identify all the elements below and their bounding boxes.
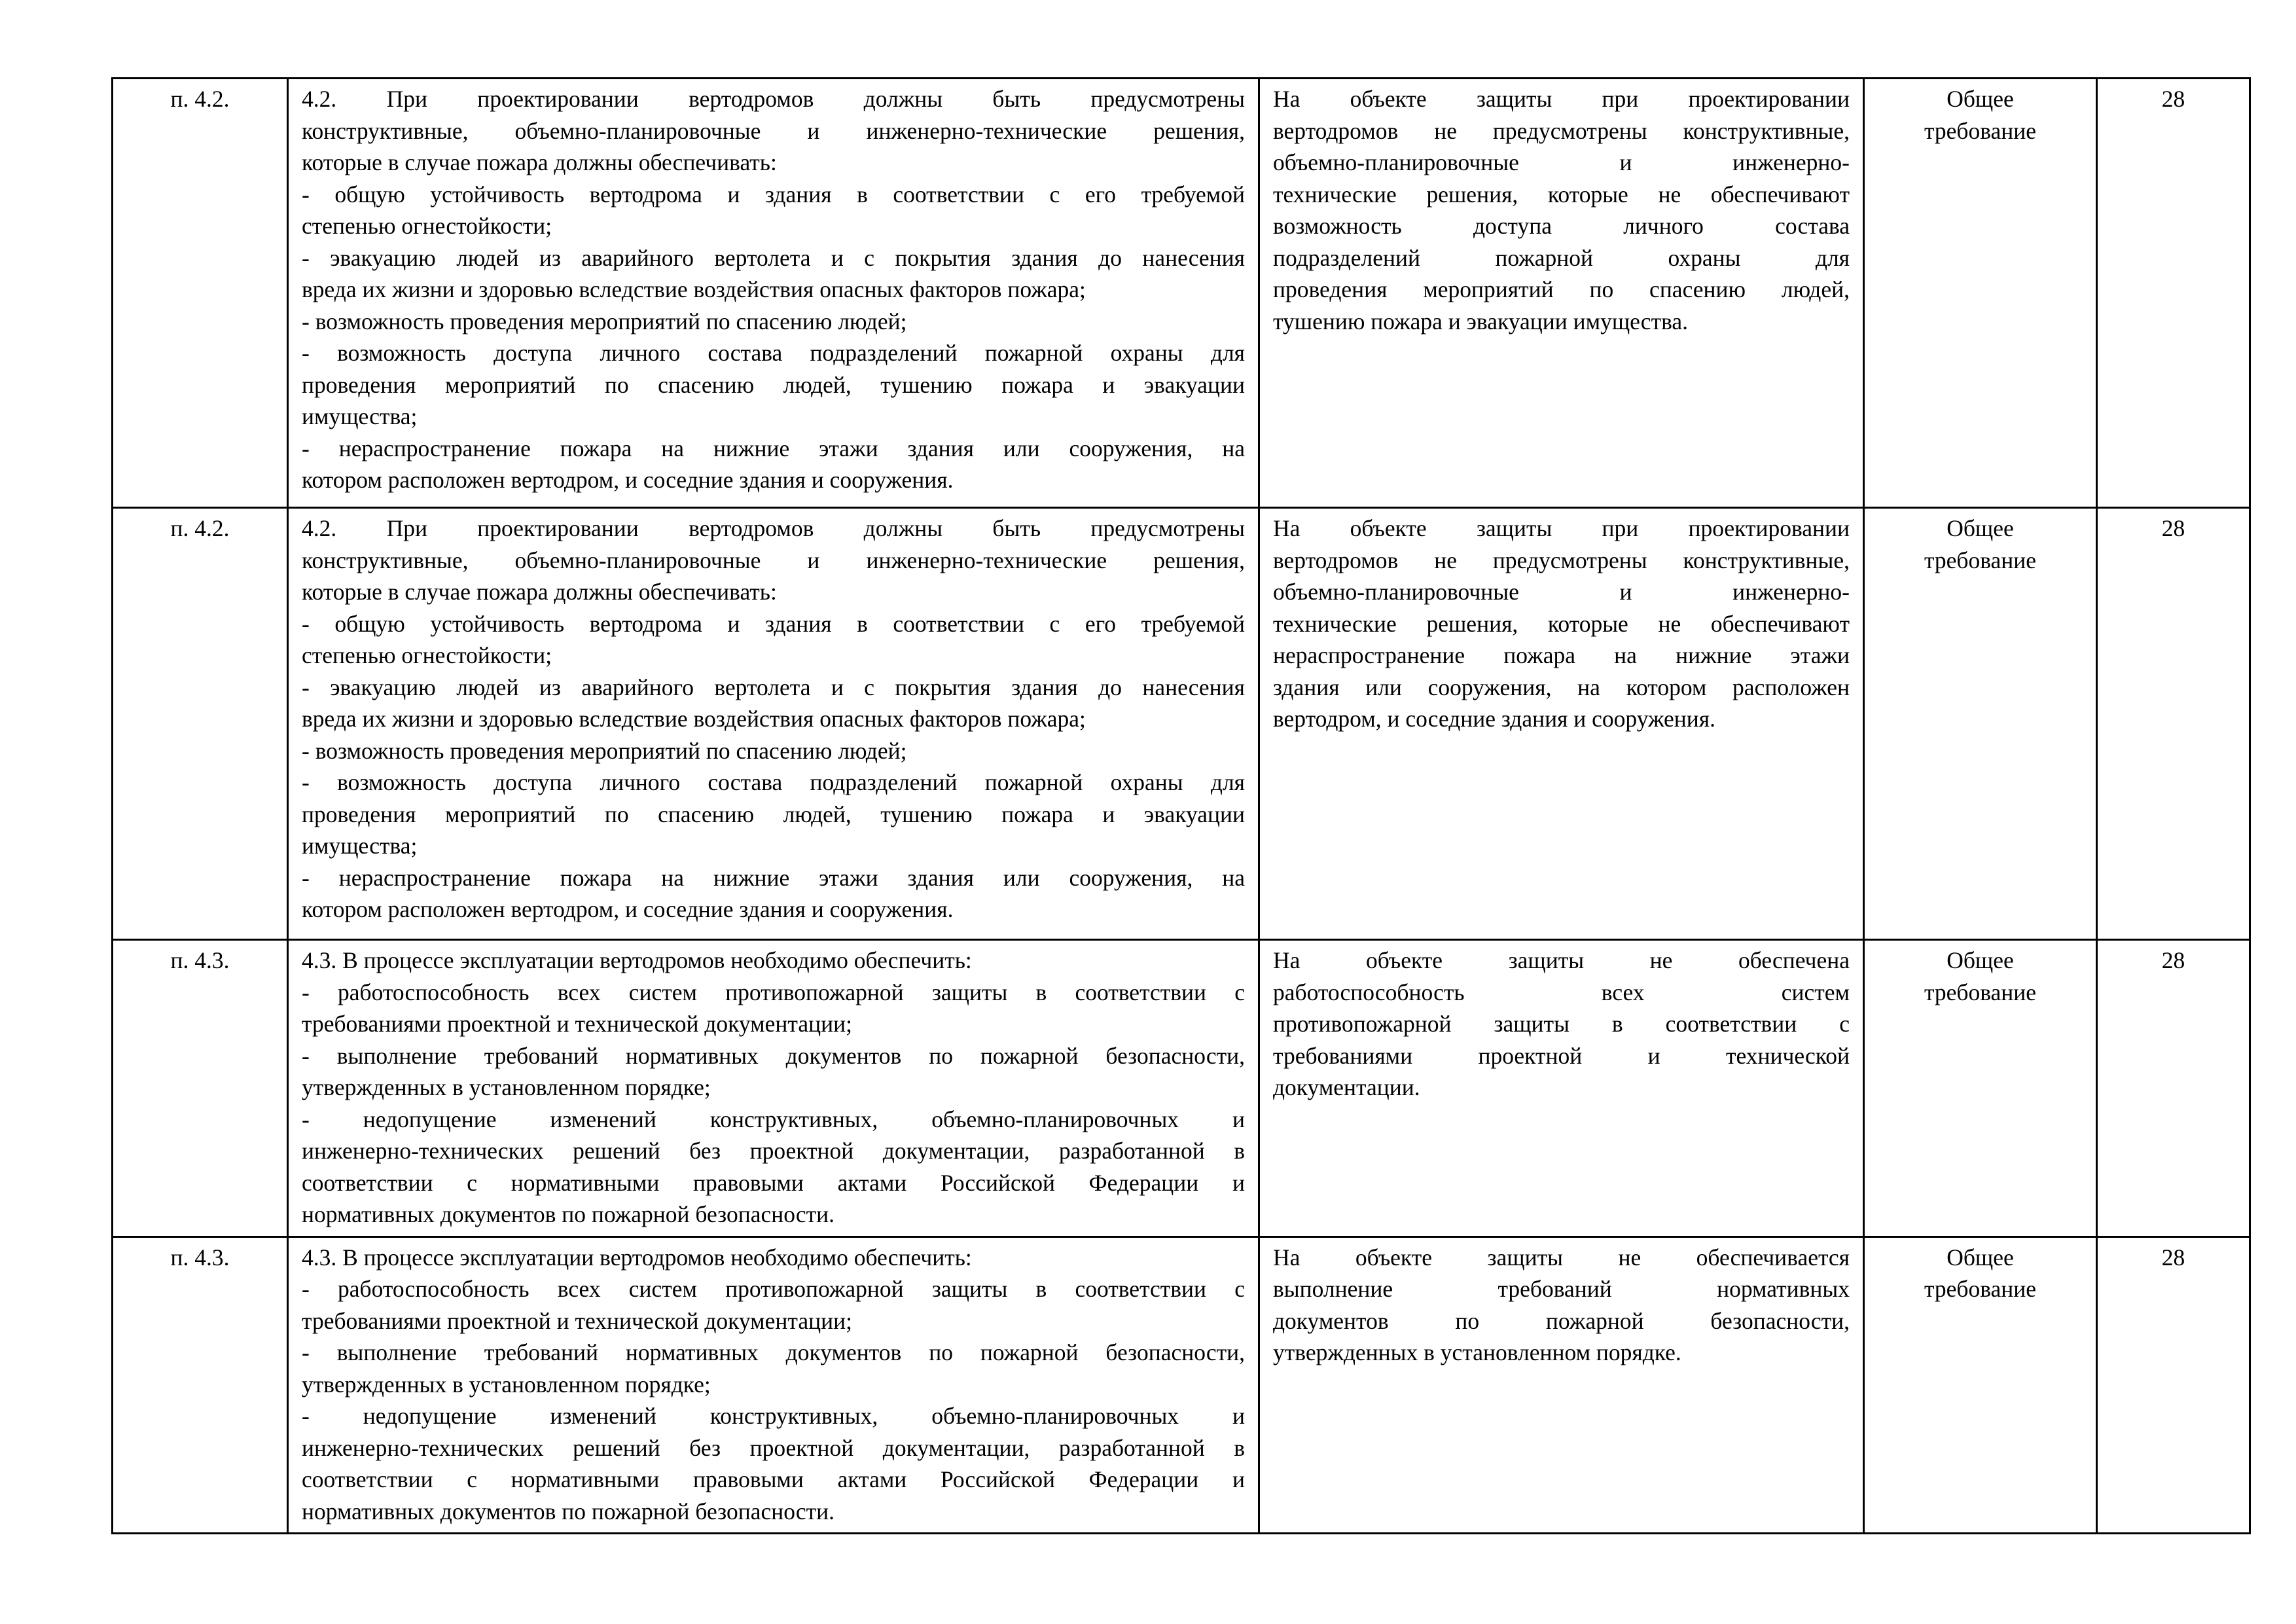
- text-line: 4.3. В процессе эксплуатации вертодромов необходимо обеспечить:: [302, 947, 972, 973]
- text-line: утвержденных в установленном порядке;: [302, 1371, 711, 1398]
- text-line: конструктивные, объемно-планировочные и инженерно-технические решения,: [302, 117, 1245, 144]
- text-line: - общую устойчивость вертодрома и здания в соответствии с его требуемой: [302, 610, 1245, 637]
- requirement-type-line: требование: [1924, 979, 2037, 1005]
- text-line: вреда их жизни и здоровью вследствие воздействия опасных факторов пожара;: [302, 706, 1086, 732]
- document-number: 28: [2161, 947, 2185, 973]
- text-line: проведения мероприятий по спасению людей,: [1273, 276, 1850, 302]
- document-number-cell: [2097, 940, 2250, 1237]
- requirement-type-line: Общее: [1946, 86, 2014, 112]
- requirements-table: [111, 77, 2251, 1534]
- requirement-type-cell: [1864, 1236, 2097, 1534]
- text-line: На объекте защиты при проектировании: [1273, 86, 1850, 112]
- violation-description-cell: [1259, 79, 1864, 508]
- clause-reference: п. 4.3.: [170, 1244, 230, 1271]
- text-line: - возможность проведения мероприятий по спасению людей;: [302, 308, 907, 334]
- violation-description-cell: [1259, 940, 1864, 1237]
- text-line: имущества;: [302, 833, 418, 859]
- requirement-type-line: требование: [1924, 547, 2037, 573]
- text-line: - работоспособность всех систем противопожарной защиты в соответствии с: [302, 1276, 1245, 1302]
- text-line: проведения мероприятий по спасению людей, тушению пожара и эвакуации: [302, 371, 1245, 398]
- text-line: нераспространение пожара на нижние этажи: [1273, 642, 1850, 668]
- requirement-type-line: требование: [1924, 1276, 2037, 1302]
- text-line: противопожарной защиты в соответствии с: [1273, 1011, 1850, 1037]
- text-line: конструктивные, объемно-планировочные и инженерно-технические решения,: [302, 547, 1245, 573]
- text-line: вертодромов не предусмотрены конструктивные,: [1273, 547, 1850, 573]
- text-line: На объекте защиты при проектировании: [1273, 515, 1850, 541]
- document-number: 28: [2161, 515, 2185, 541]
- text-line: - недопущение изменений конструктивных, объемно-планировочных и: [302, 1403, 1245, 1429]
- text-line: которые в случае пожара должны обеспечивать:: [302, 579, 777, 605]
- text-line: - выполнение требований нормативных документов по пожарной безопасности,: [302, 1042, 1245, 1069]
- text-line: - возможность доступа личного состава подразделений пожарной охраны для: [302, 769, 1245, 795]
- text-line: документов по пожарной безопасности,: [1273, 1307, 1850, 1334]
- text-line: требованиями проектной и технической документации;: [302, 1307, 852, 1334]
- text-line: - возможность доступа личного состава подразделений пожарной охраны для: [302, 340, 1245, 366]
- text-line: которые в случае пожара должны обеспечивать:: [302, 149, 777, 175]
- text-line: - выполнение требований нормативных документов по пожарной безопасности,: [302, 1339, 1245, 1365]
- text-line: соответствии с нормативными правовыми актами Российской Федерации и: [302, 1466, 1245, 1492]
- requirement-type-line: Общее: [1946, 1244, 2014, 1271]
- clause-reference-cell: [113, 79, 288, 508]
- text-line: 4.3. В процессе эксплуатации вертодромов необходимо обеспечить:: [302, 1244, 972, 1271]
- text-line: объемно-планировочные и инженерно-: [1273, 149, 1850, 175]
- requirement-type-cell: [1864, 79, 2097, 508]
- requirement-text-cell: [288, 940, 1259, 1237]
- text-line: - работоспособность всех систем противопожарной защиты в соответствии с: [302, 979, 1245, 1005]
- text-line: здания или сооружения, на котором расположен: [1273, 674, 1850, 700]
- clause-reference-cell: [113, 508, 288, 940]
- text-line: - нераспространение пожара на нижние этажи здания или сооружения, на: [302, 864, 1245, 891]
- clause-reference-cell: [113, 940, 288, 1237]
- text-line: - недопущение изменений конструктивных, объемно-планировочных и: [302, 1106, 1245, 1132]
- text-line: инженерно-технических решений без проектной документации, разработанной в: [302, 1434, 1245, 1461]
- table-row: [113, 1236, 2250, 1534]
- text-line: котором расположен вертодром, и соседние здания и сооружения.: [302, 896, 954, 922]
- text-line: 4.2. При проектировании вертодромов должны быть предусмотрены: [302, 86, 1245, 112]
- text-line: проведения мероприятий по спасению людей, тушению пожара и эвакуации: [302, 801, 1245, 827]
- requirement-type-line: Общее: [1946, 947, 2014, 973]
- table-row: [113, 79, 2250, 508]
- text-line: требованиями проектной и технической документации;: [302, 1011, 852, 1037]
- requirements-table-body: [113, 79, 2250, 1534]
- text-line: - общую устойчивость вертодрома и здания в соответствии с его требуемой: [302, 181, 1245, 208]
- text-line: инженерно-технических решений без проектной документации, разработанной в: [302, 1138, 1245, 1164]
- text-line: документации.: [1273, 1074, 1420, 1100]
- text-line: имущества;: [302, 403, 418, 429]
- text-line: работоспособность всех систем: [1273, 979, 1850, 1005]
- text-line: соответствии с нормативными правовыми актами Российской Федерации и: [302, 1169, 1245, 1196]
- text-line: вертодромов не предусмотрены конструктивные,: [1273, 117, 1850, 144]
- clause-reference: п. 4.3.: [170, 947, 230, 973]
- text-line: утвержденных в установленном порядке.: [1273, 1339, 1681, 1365]
- requirement-text-cell: [288, 79, 1259, 508]
- requirement-type-line: требование: [1924, 117, 2037, 144]
- clause-reference: п. 4.2.: [170, 515, 230, 541]
- text-line: подразделений пожарной охраны для: [1273, 244, 1850, 271]
- text-line: утвержденных в установленном порядке;: [302, 1074, 711, 1100]
- document-number: 28: [2161, 86, 2185, 112]
- text-line: - эвакуацию людей из аварийного вертолета и с покрытия здания до нанесения: [302, 244, 1245, 271]
- text-line: На объекте защиты не обеспечена: [1273, 947, 1850, 973]
- text-line: вертодром, и соседние здания и сооружения.: [1273, 706, 1716, 732]
- requirement-type-cell: [1864, 508, 2097, 940]
- text-line: котором расположен вертодром, и соседние здания и сооружения.: [302, 467, 954, 493]
- clause-reference-cell: [113, 1236, 288, 1534]
- text-line: нормативных документов по пожарной безопасности.: [302, 1498, 835, 1525]
- text-line: технические решения, которые не обеспечивают: [1273, 181, 1850, 208]
- text-line: технические решения, которые не обеспечивают: [1273, 610, 1850, 637]
- violation-description-cell: [1259, 1236, 1864, 1534]
- violation-description-cell: [1259, 508, 1864, 940]
- text-line: нормативных документов по пожарной безопасности.: [302, 1201, 835, 1227]
- text-line: возможность доступа личного состава: [1273, 213, 1850, 239]
- requirement-type-line: Общее: [1946, 515, 2014, 541]
- text-line: вреда их жизни и здоровью вследствие воздействия опасных факторов пожара;: [302, 276, 1086, 302]
- table-row: [113, 940, 2250, 1237]
- requirement-type-cell: [1864, 940, 2097, 1237]
- text-line: требованиями проектной и технической: [1273, 1042, 1850, 1069]
- document-number: 28: [2161, 1244, 2185, 1271]
- text-line: выполнение требований нормативных: [1273, 1276, 1850, 1302]
- text-line: объемно-планировочные и инженерно-: [1273, 579, 1850, 605]
- document-number-cell: [2097, 79, 2250, 508]
- document-number-cell: [2097, 508, 2250, 940]
- text-line: 4.2. При проектировании вертодромов должны быть предусмотрены: [302, 515, 1245, 541]
- text-line: - возможность проведения мероприятий по спасению людей;: [302, 737, 907, 764]
- text-line: - эвакуацию людей из аварийного вертолета и с покрытия здания до нанесения: [302, 674, 1245, 700]
- document-number-cell: [2097, 1236, 2250, 1534]
- text-line: - нераспространение пожара на нижние этажи здания или сооружения, на: [302, 435, 1245, 461]
- text-line: На объекте защиты не обеспечивается: [1273, 1244, 1850, 1271]
- clause-reference: п. 4.2.: [170, 86, 230, 112]
- text-line: степенью огнестойкости;: [302, 642, 552, 668]
- requirement-text-cell: [288, 1236, 1259, 1534]
- requirement-text-cell: [288, 508, 1259, 940]
- text-line: тушению пожара и эвакуации имущества.: [1273, 308, 1689, 334]
- text-line: степенью огнестойкости;: [302, 213, 552, 239]
- table-row: [113, 508, 2250, 940]
